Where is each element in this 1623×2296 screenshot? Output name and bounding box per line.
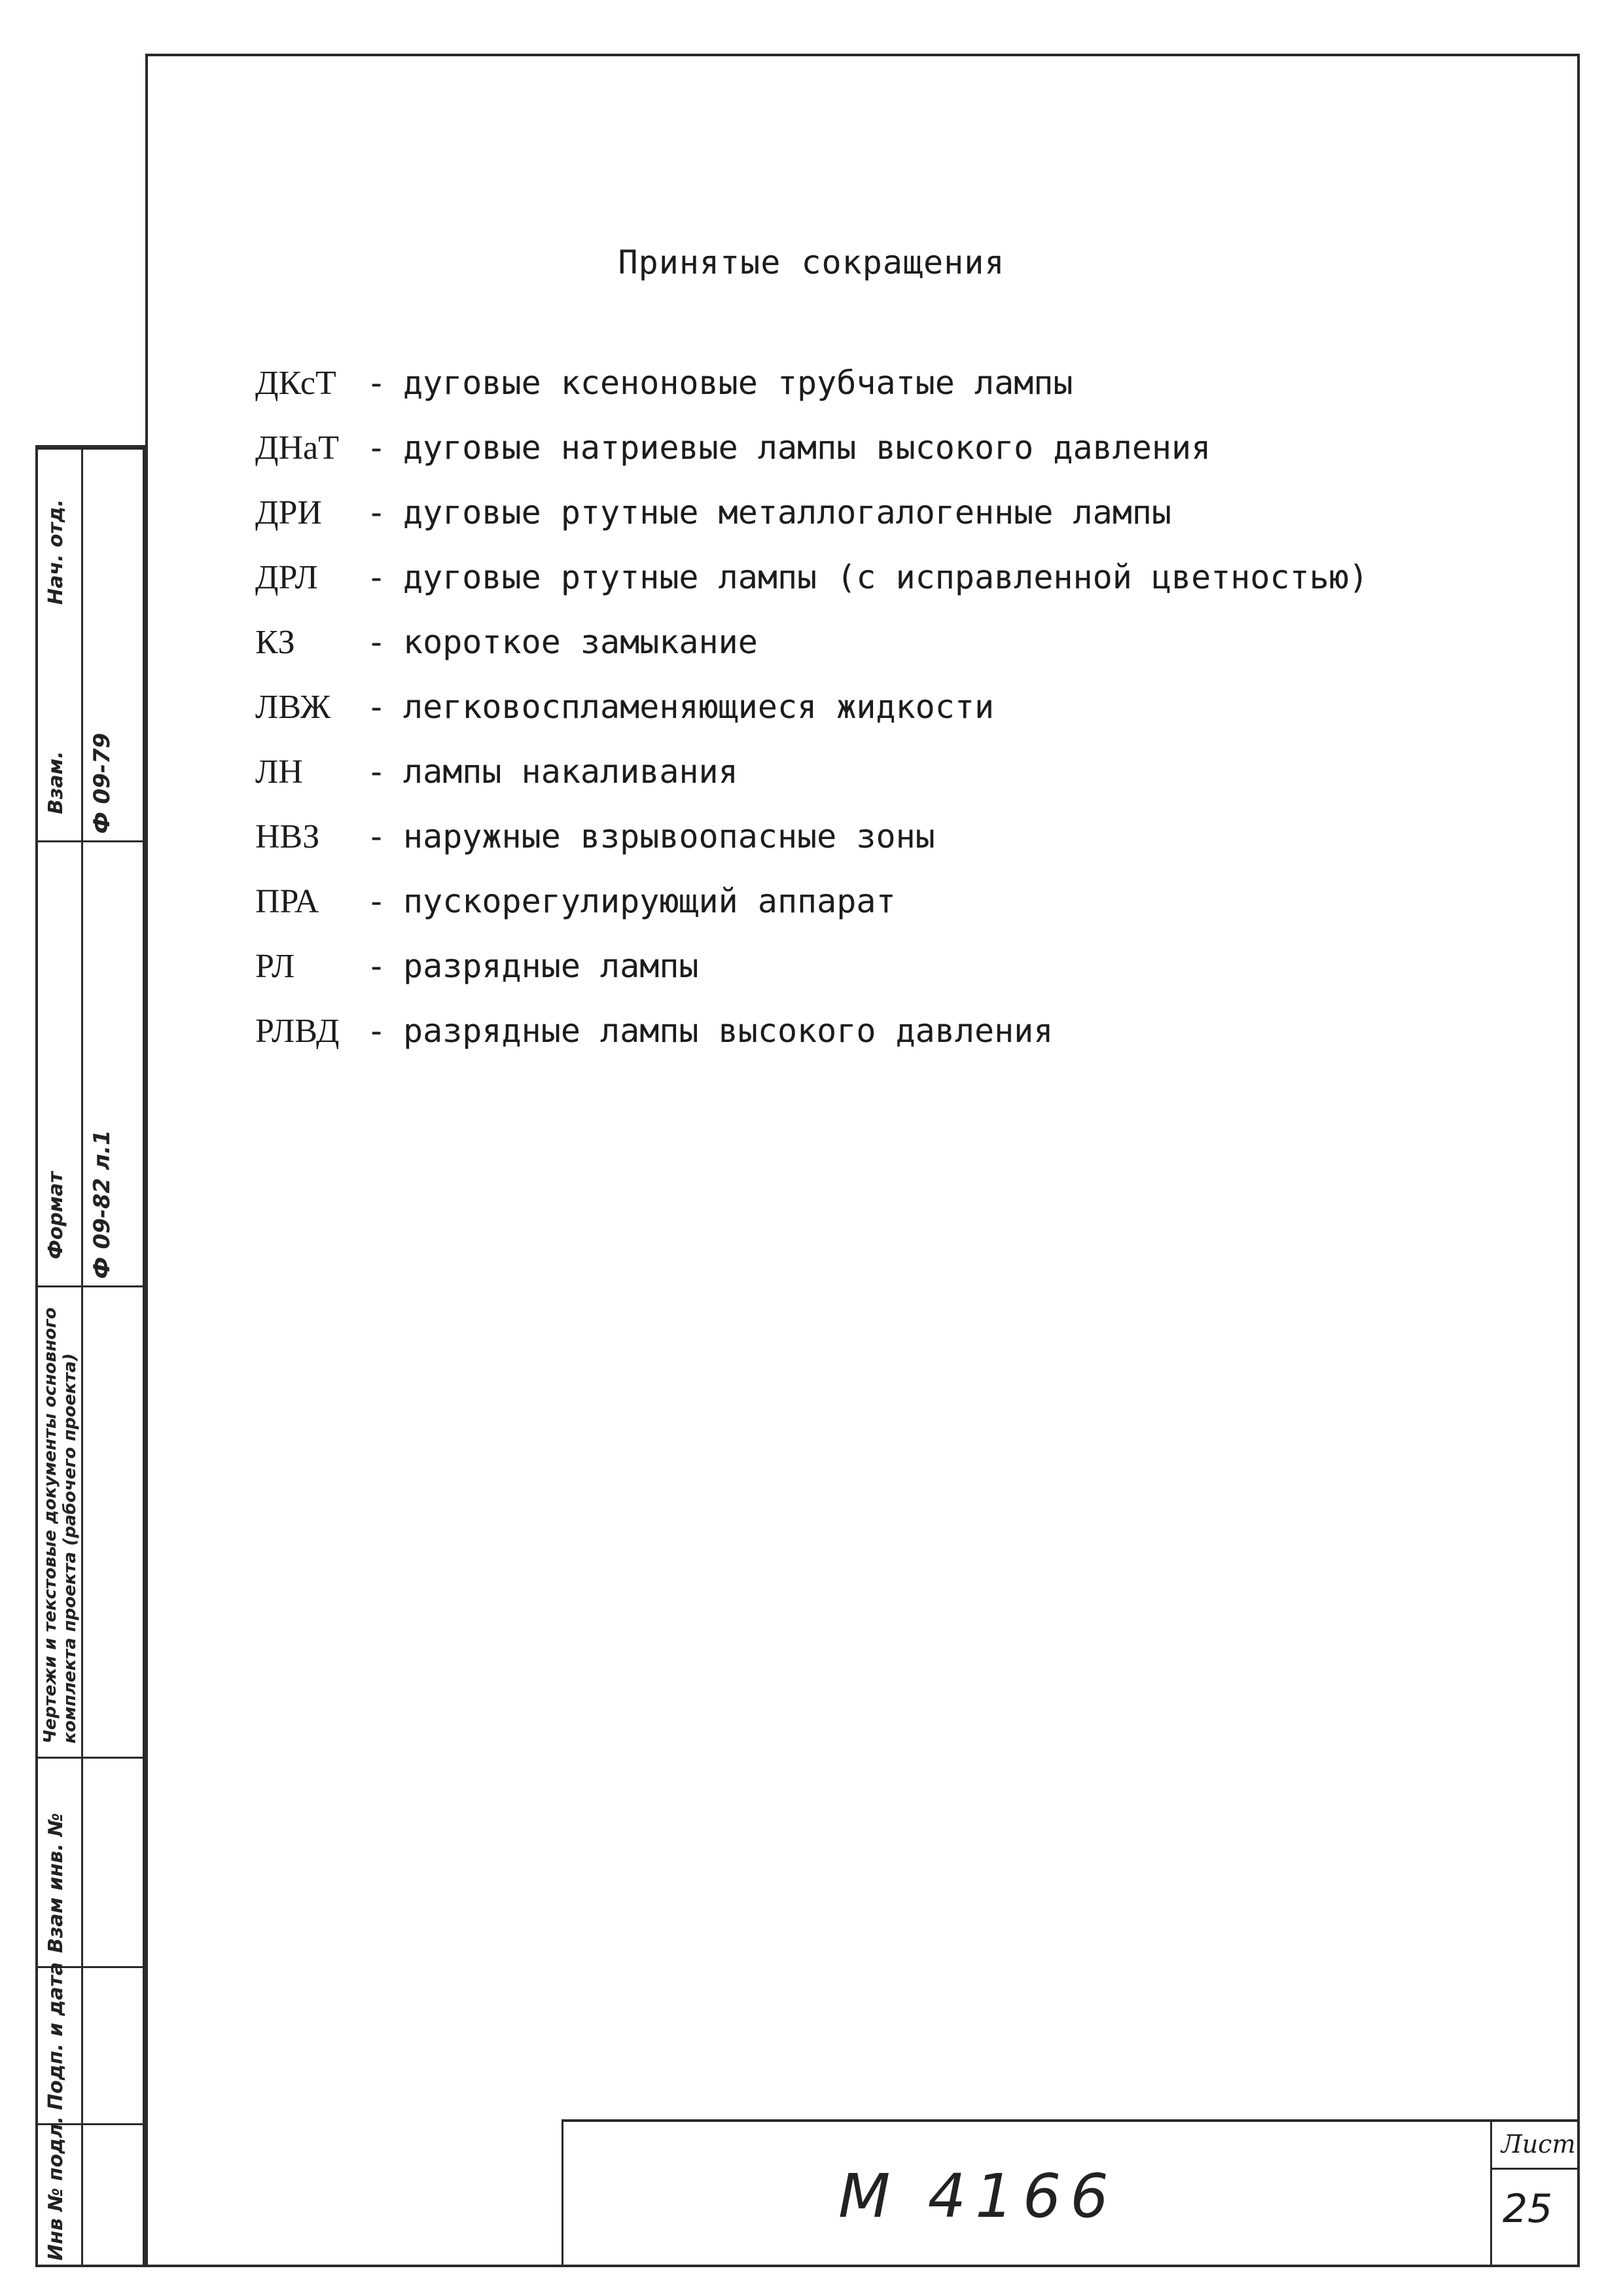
abbreviation-term: ДРЛ: [255, 559, 318, 596]
list-item: [255, 753, 1368, 817]
side-stamp-label: Подп. и дата: [45, 1962, 67, 2110]
document-code: М 4166: [838, 2161, 1118, 2231]
abbreviation-term: КЗ: [255, 624, 295, 661]
abbreviation-term: ДКсТ: [255, 365, 336, 402]
side-stamp-cell: [38, 1757, 143, 1759]
abbreviation-dash: -: [366, 429, 387, 467]
abbreviation-term: ЛВЖ: [255, 689, 331, 726]
side-stamp-cell: [38, 840, 143, 842]
abbreviation-term: НВЗ: [255, 818, 320, 855]
list-item: [255, 947, 1368, 1012]
abbreviation-term: ДНаТ: [255, 429, 339, 467]
list-item: [255, 429, 1368, 493]
abbreviation-description: пускорегулирующий аппарат: [403, 882, 896, 920]
abbreviation-description: лампы накаливания: [403, 753, 738, 791]
abbreviation-description: разрядные лампы: [403, 947, 699, 985]
side-stamp-cell: [38, 448, 143, 450]
sheet-number: 25: [1503, 2186, 1553, 2232]
list-item: [255, 364, 1368, 429]
sheet-divider: [1492, 2168, 1580, 2170]
side-stamp-value: Ф 09-82 л.1: [89, 1130, 115, 1279]
abbreviation-description: дуговые ртутные лампы (с исправленной цветностью): [403, 558, 1369, 596]
abbreviation-dash: -: [366, 623, 387, 661]
abbreviation-dash: -: [366, 1012, 387, 1050]
side-stamp-label: Формат: [45, 1172, 67, 1259]
list-item: [255, 558, 1368, 623]
abbreviation-term: ЛН: [255, 753, 303, 791]
abbreviation-term: РЛВД: [255, 1013, 340, 1050]
abbreviation-description: наружные взрывоопасные зоны: [403, 817, 935, 855]
list-item: [255, 817, 1368, 882]
abbreviation-term: ДРИ: [255, 494, 322, 531]
abbreviation-dash: -: [366, 364, 387, 402]
list-item: [255, 623, 1368, 688]
abbreviation-dash: -: [366, 753, 387, 791]
list-item: [255, 493, 1368, 558]
list-item: [255, 688, 1368, 753]
side-stamp: [35, 445, 145, 2267]
abbreviation-dash: -: [366, 558, 387, 596]
side-stamp-value: Ф 09-79: [89, 732, 115, 834]
abbreviation-term: ПРА: [255, 883, 319, 920]
side-stamp-label: Нач. отд.: [45, 499, 67, 605]
abbreviation-dash: -: [366, 688, 387, 726]
abbreviation-dash: -: [366, 882, 387, 920]
abbreviation-term: РЛ: [255, 948, 295, 985]
side-stamp-divider: [81, 448, 83, 2265]
side-stamp-label: Взам.: [45, 751, 67, 814]
side-stamp-label: Инв № подл.: [45, 2116, 67, 2261]
list-item: [255, 882, 1368, 947]
abbreviation-description: дуговые натриевые лампы высокого давления: [403, 429, 1211, 467]
abbreviation-description: разрядные лампы высокого давления: [403, 1012, 1054, 1050]
title-block: [562, 2119, 1580, 2267]
side-stamp-label: Взам инв. №: [45, 1812, 67, 1953]
page-title: Принятые сокращения: [618, 243, 1005, 281]
abbreviation-description: легковоспламеняющиеся жидкости: [403, 688, 995, 726]
sheet-box: [1490, 2122, 1580, 2267]
abbreviation-description: дуговые ксеноновые трубчатые лампы: [403, 364, 1073, 402]
abbreviation-dash: -: [366, 817, 387, 855]
side-stamp-label: Чертежи и текстовые документы основного комплекта проекта (рабочего проекта): [41, 1307, 80, 1744]
abbreviation-list: [255, 364, 1368, 1077]
sheet-label: Лист: [1501, 2130, 1576, 2159]
abbreviation-description: короткое замыкание: [403, 623, 758, 661]
abbreviation-dash: -: [366, 947, 387, 985]
abbreviation-dash: -: [366, 493, 387, 531]
list-item: [255, 1012, 1368, 1077]
abbreviation-description: дуговые ртутные металлогалогенные лампы: [403, 493, 1171, 531]
